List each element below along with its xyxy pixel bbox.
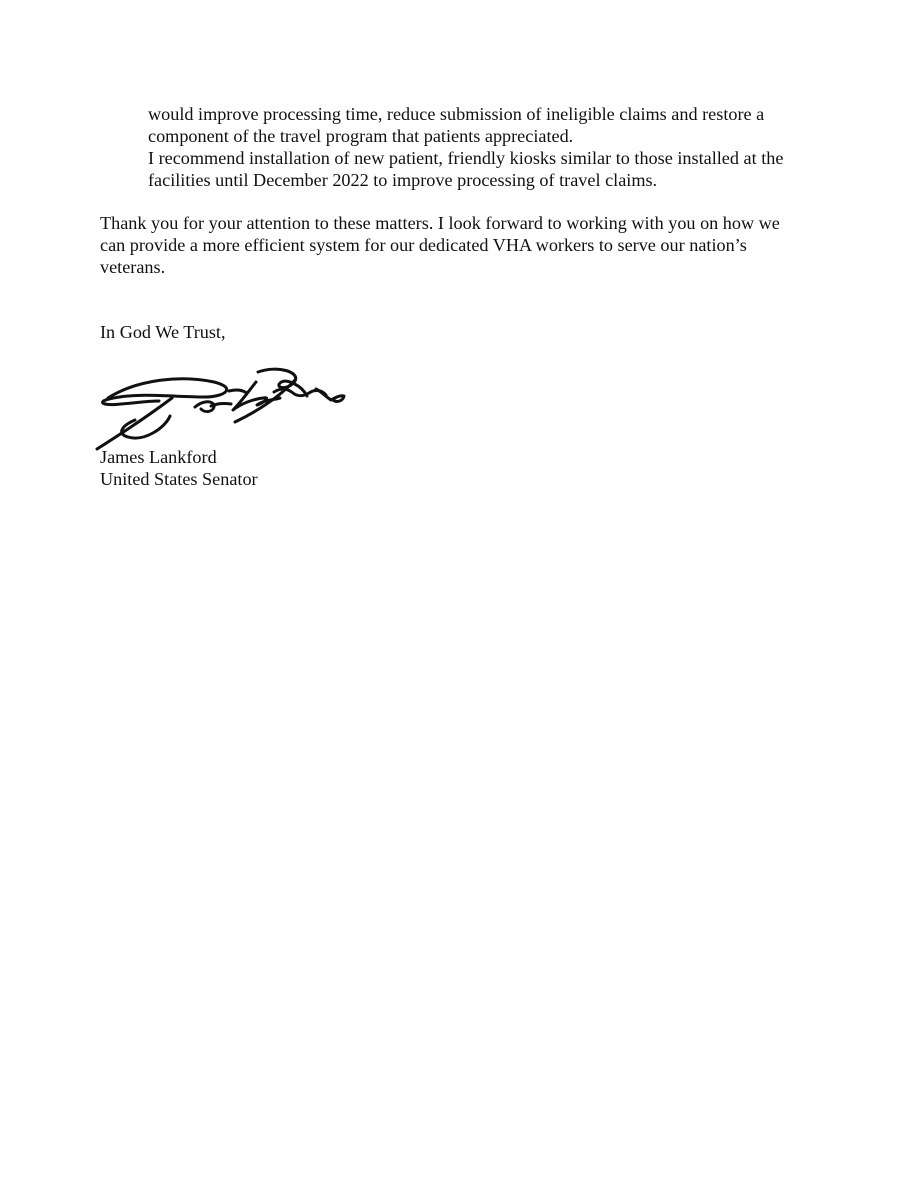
closing-line-1: Thank you for your attention to these matters. I look forward to working with you on how we	[100, 213, 780, 233]
continued-list-item	[148, 103, 848, 191]
closing-line-2: can provide a more efficient system for our dedicated VHA workers to serve our nation’s	[100, 235, 747, 255]
signer-title: United States Senator	[100, 469, 258, 489]
salutation: In God We Trust,	[100, 322, 226, 342]
continued-item-line-1: would improve processing time, reduce submission of ineligible claims and restore a	[148, 104, 765, 124]
signer-name: James Lankford	[100, 447, 217, 467]
closing-line-3: veterans.	[100, 257, 166, 277]
closing-paragraph	[100, 212, 840, 278]
continued-item-line-2: component of the travel program that patients appreciated.	[148, 126, 574, 146]
recommendation-line-2: facilities until December 2022 to improve processing of travel claims.	[148, 170, 658, 190]
signature-block	[100, 446, 258, 490]
recommendation-line-1: I recommend installation of new patient, friendly kiosks similar to those installed at the	[148, 148, 784, 168]
